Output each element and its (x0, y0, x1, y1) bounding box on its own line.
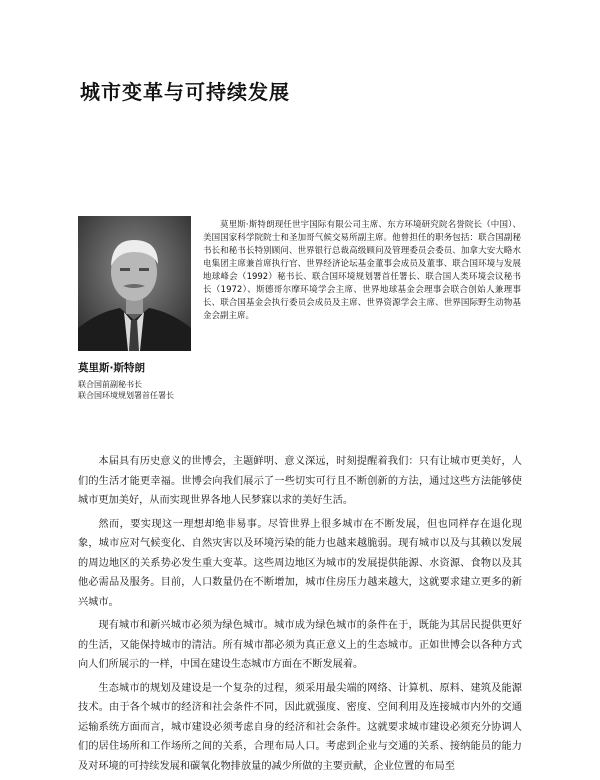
body-paragraph: 生态城市的规划及建设是一个复杂的过程，须采用最尖端的网络、计算机、原料、建筑及能源技术。由于各个城市的经济和社会条件不同，因此就强度、密度、空间利用及连接城市内外的交通运输系统方面而言，城市建设必须考虑自身的经济和社会条件。这就要求城市建设必须充分协调人们的居住场所和工作场所之间的关系，合理布局人口。考虑到企业与交通的关系、接纳能员的能力及对环境的可持续发展和碳氧化物排放量的减少所做的主要贡献，企业位置的布局至 (78, 682, 522, 772)
author-bio: 莫里斯·斯特朗现任世宇国际有限公司主席、东方环境研究院名誉院长（中国）、美国国家科学院院士和圣加哥气候交易所副主席。他曾担任的职务包括：联合国副秘书长和秘书长特别顾问、世界银行总裁高级顾问及管理委员会委员、加拿大安大略水电集团主席兼首席执行官、世界经济论坛基金董事会成员及董事、联合国环境与发展地球峰会（1992）秘书长、联合国环境规划署首任署长、联合国人类环境会议秘书长（1972）、斯德哥尔摩环境学会主席、世界地球基金会理事会联合创始人兼理事长、联合国基金会执行委员会成员及主席、世界资源学会主席、世界国际野生动物基金会副主席。 (203, 220, 521, 321)
author-name: 莫里斯·斯特朗 (78, 362, 145, 374)
article-body (78, 452, 522, 780)
body-paragraph: 然而，要实现这一理想却绝非易事。尽管世界上很多城市在不断发展，但也同样存在退化现象，城市应对气候变化、自然灾害以及环境污染的能力也越来越脆弱。现有城市以及与其赖以发展的周边地区的关系势必发生重大变革。这些周边地区为城市的发展提供能源、水资源、食物以及其他必需品及服务。目前，人口数量仍在不断增加，城市住房压力越来越大，这就要求建立更多的新兴城市。 (78, 518, 522, 608)
portrait-icon (78, 216, 191, 351)
author-caption (78, 360, 278, 401)
author-role: 联合国环境规划署首任署长 (78, 391, 174, 400)
body-paragraph: 本届具有历史意义的世博会，主题鲜明、意义深远，时刻提醒着我们：只有让城市更美好，人们的生活才能更幸福。世博会向我们展示了一些切实可行且不断创新的方法，通过这些方法能够使城市更加美好，从而实现世界各地人民梦寐以求的美好生活。 (78, 456, 522, 506)
portrait-photo (78, 216, 191, 351)
author-role: 联合国前副秘书长 (78, 380, 142, 389)
body-paragraph: 现有城市和新兴城市必须为绿色城市。城市成为绿色城市的条件在于，既能为其居民提供更好的生活，又能保持城市的清洁。所有城市都必须为真正意义上的生态城市。正如世博会以各种方式向人们所展示的一样，中国在建设生态城市方面在不断发展着。 (78, 620, 522, 670)
page-title: 城市变革与可持续发展 (80, 80, 290, 104)
